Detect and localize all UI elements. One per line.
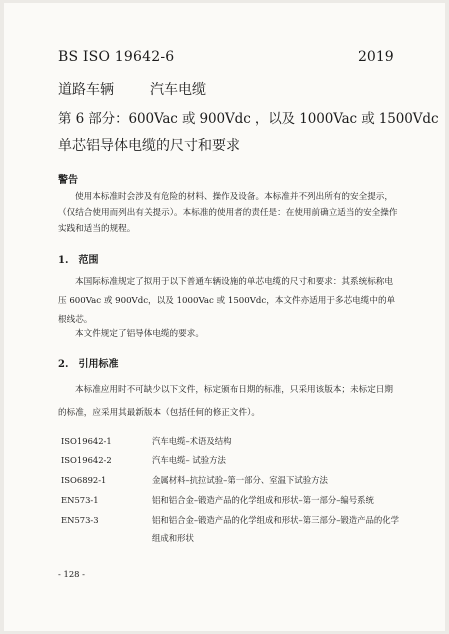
standard-number: BS ISO 19642-6 [58,49,175,65]
reference-title: 铝和铝合金–锻造产品的化学组成和形状–第一部分–编号系统 [152,495,374,505]
scope-paragraph-2: 本文件规定了铝导体电缆的要求。 [75,329,204,339]
references-heading: 2. 引用标准 [58,359,119,370]
scope-heading: 1. 范围 [58,255,99,266]
reference-title: 汽车电缆–术语及结构 [152,436,232,446]
references-intro: 本标准应用时不可缺少以下文件，标定颁布日期的标准，只采用该版本；未标定日期的标准，应采用其最新版本（包括任何的修正文件）。 [58,385,393,418]
title-line3: 单芯铝导体电缆的尺寸和要求 [58,138,240,154]
reference-title: 铝和铝合金–锻造产品的化学组成和形状–第三部分–锻造产品的化学组成和形状 [152,515,400,543]
reference-code: EN573-3 [61,515,99,525]
reference-title: 金属材料–抗拉试验–第一部分、室温下试验方法 [152,475,328,485]
warning-heading: 警告 [58,175,78,186]
warning-text: 使用本标准时会涉及有危险的材料、操作及设备。本标准并不列出所有的安全提示，（仅结合使用而列出有关提示）。本标准的使用者的责任是：在使用前确立适当的安全操作实践和适当的规程。 [58,192,398,234]
scope-paragraph-1: 本国际标准规定了拟用于以下普通车辆设施的单芯电缆的尺寸和要求：其系统标称电压 600Vac 或 900Vdc，以及 1000Vac 或 1500Vdc，本文件亦适用于多芯电缆中的单根线芯。 [58,277,396,325]
title-part2: 汽车电缆 [150,82,206,98]
page-number: - 128 - [58,569,85,579]
reference-code: ISO6892-1 [61,475,107,485]
reference-code: EN573-1 [61,495,99,505]
standard-year: 2019 [358,49,394,65]
reference-code: ISO19642-2 [61,455,112,465]
reference-code: ISO19642-1 [61,436,112,446]
title-part1: 道路车辆 [58,82,114,98]
document-page [4,3,445,631]
reference-title: 汽车电缆– 试验方法 [152,455,226,465]
title-line2: 第 6 部分：600Vac 或 900Vdc ，以及 1000Vac 或 1500Vdc [58,111,439,127]
